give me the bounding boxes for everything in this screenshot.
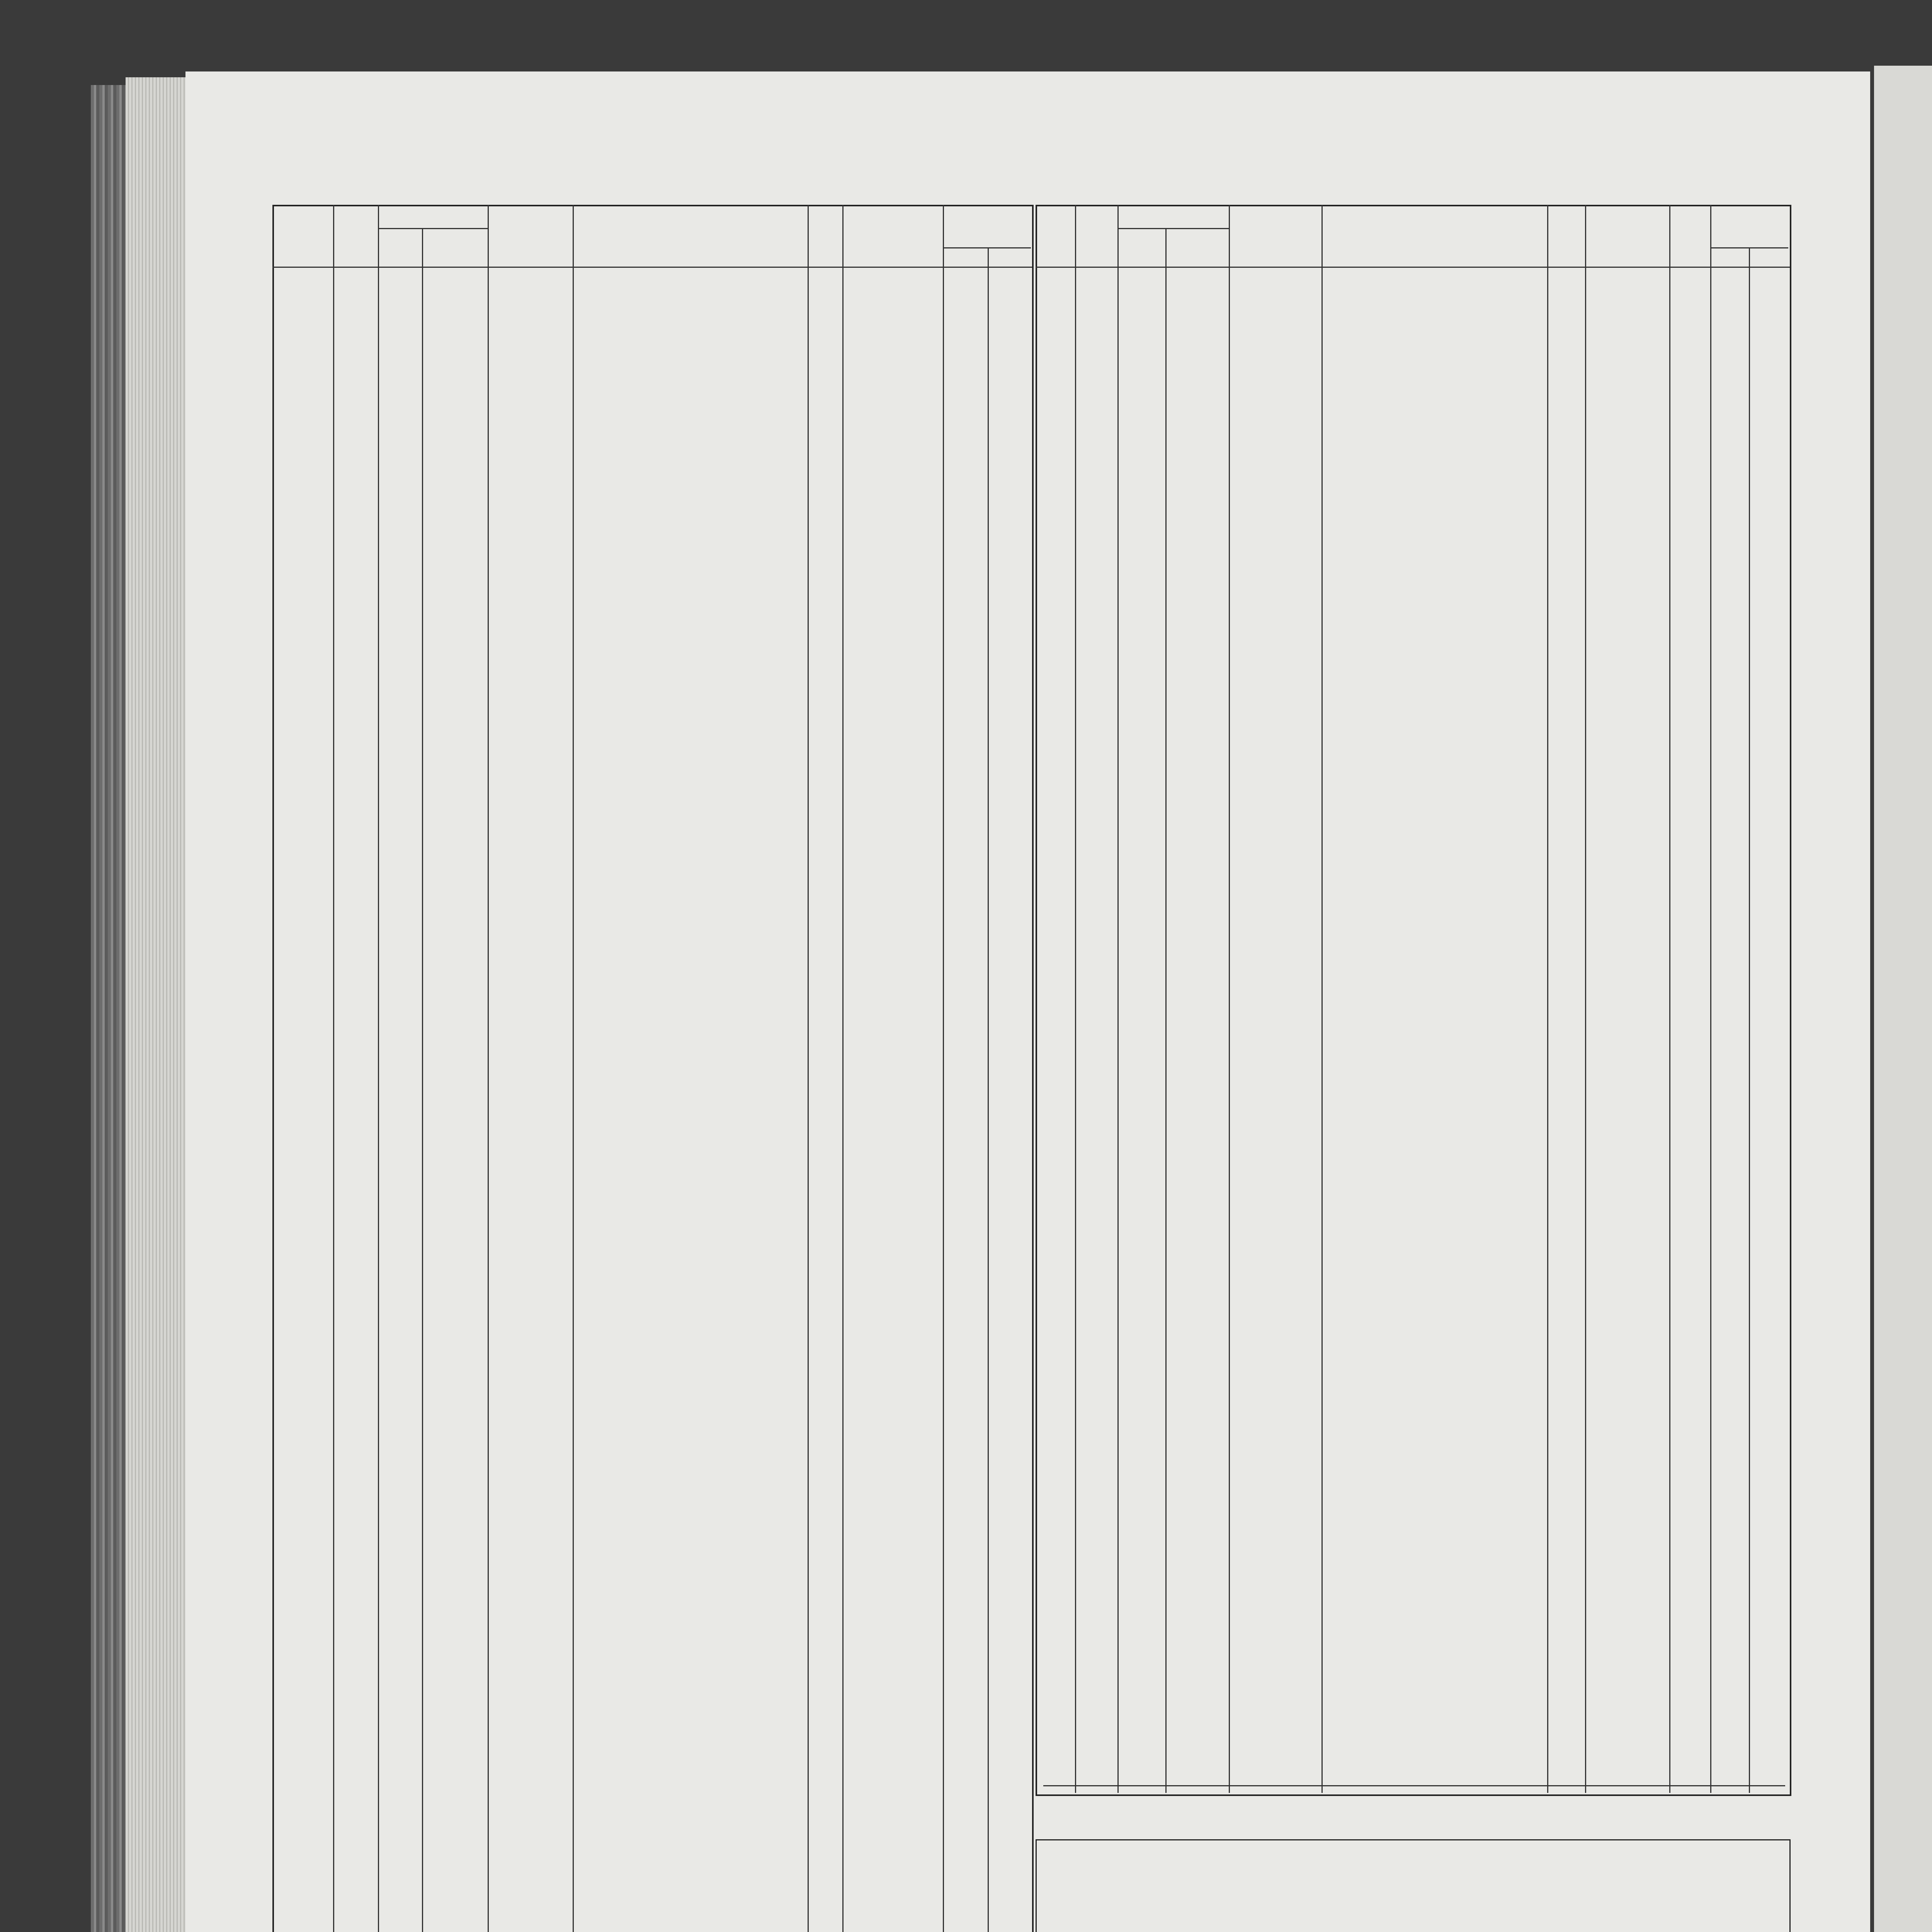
right-subheader-rule xyxy=(1710,247,1788,248)
left-header-rule xyxy=(272,267,1032,268)
left-col-rule xyxy=(842,205,844,1932)
left-col-rule xyxy=(808,205,809,1932)
right-col-rule xyxy=(1669,205,1670,1793)
right-col-rule xyxy=(1749,247,1750,1793)
page-edges xyxy=(126,77,187,1932)
left-subheader-rule xyxy=(943,247,1031,248)
right-col-rule xyxy=(1547,205,1548,1793)
right-col-rule xyxy=(1321,205,1323,1793)
left-col-rule xyxy=(488,205,489,1932)
right-header-rule xyxy=(1036,267,1790,268)
footnote-rule xyxy=(1043,1785,1785,1786)
left-col-rule xyxy=(573,205,574,1932)
left-subheader-rule xyxy=(378,228,488,229)
left-col-rule xyxy=(333,205,334,1932)
right-col-rule xyxy=(1117,205,1119,1793)
left-col-rule xyxy=(422,228,423,1932)
left-col-rule xyxy=(378,205,379,1932)
right-col-rule xyxy=(1165,228,1167,1793)
left-col-rule xyxy=(988,247,989,1932)
right-col-rule xyxy=(1229,205,1230,1793)
right-col-rule xyxy=(1585,205,1586,1793)
left-col-rule xyxy=(943,205,944,1932)
right-col-rule xyxy=(1710,205,1711,1793)
left-table-frame xyxy=(272,205,1034,1932)
facing-page-edge xyxy=(1874,66,1932,1932)
book-spine xyxy=(91,85,126,1932)
right-col-rule xyxy=(1075,205,1076,1793)
right-table-frame xyxy=(1036,205,1791,1796)
right-subheader-rule xyxy=(1117,228,1229,229)
appels-frame xyxy=(1036,1839,1791,1932)
